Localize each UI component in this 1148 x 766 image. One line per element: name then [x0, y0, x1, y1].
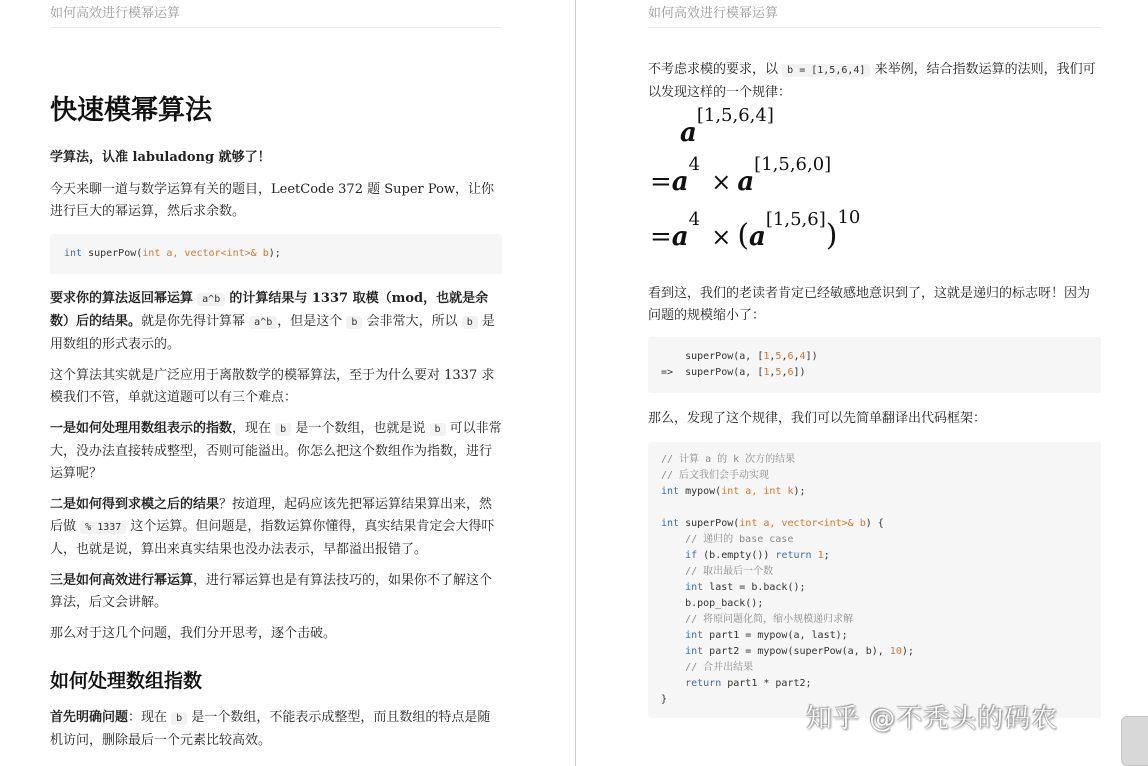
watermark: 知乎 @不秃头的码农	[806, 704, 1059, 734]
code-block-recursion: superPow(a, [1,5,6,4]) => superPow(a, [1,5,6])	[648, 337, 1101, 393]
corner-scroll-button[interactable]	[1121, 716, 1148, 766]
tagline: 学算法，认准 labuladong 就够了！	[50, 150, 271, 165]
intro-paragraph: 今天来聊一道与数学运算有关的题目，LeetCode 372 题 Super Pow，让你进行巨大的幂运算，然后求余数。	[50, 182, 495, 219]
divide-conquer-paragraph: 那么对于这几个问题，我们分开思考，逐个击破。	[50, 626, 337, 641]
difficulty-two: 二是如何得到求模之后的结果？按道理，起码应该先把幂运算结果算出来，然后做 % 1337 这个运算。但问题是，指数运算你懂得，真实结果肯定会大得吓人，也就是说，算出来真实结果也没办法表示，早都溢出报错了。	[50, 497, 495, 557]
problem-paragraph: 要求你的算法返回幂运算 a^b 的计算结果与 1337 取模（mod，也就是余数）后的结果。就是你先得计算幂 a^b ，但是这个 b 会非常大，所以 b 是用数组的形式表示的。	[50, 291, 495, 352]
right-page	[577, 0, 1148, 766]
difficulty-intro: 这个算法其实就是广泛应用于离散数学的模幂算法，至于为什么要对 1337 求模我们不管，单就这道题可以有三个难点：	[50, 368, 495, 405]
math-line-3: $=a^4 \times (a[1,5,6])^{10}$	[650, 206, 861, 253]
section-heading: 如何处理数组指数	[50, 670, 203, 692]
page-divider	[575, 0, 576, 766]
article-title: 快速模幂算法	[50, 95, 212, 126]
running-header: 如何高效进行模幂运算	[648, 2, 1101, 28]
code-block-signature: int superPow(int a, vector<int>& b);	[50, 234, 502, 274]
array-exponent-paragraph: 首先明确问题：现在 b 是一个数组，不能表示成整型，而且数组的特点是随机访问，删除最后一个元素比较高效。	[50, 710, 491, 748]
math-line-2: $=a^4 \times a[1,5,6,0]$	[650, 153, 832, 197]
difficulty-three: 三是如何高效进行幂运算，进行幂运算也是有算法技巧的，如果你不了解这个算法，后文会讲解。	[50, 573, 493, 610]
running-header: 如何高效进行模幂运算	[50, 2, 502, 28]
example-paragraph: 不考虑求模的要求，以 b = [1,5,6,4] 来举例，结合指数运算的法则，我们可以发现这样的一个规律：	[648, 62, 1096, 100]
math-line-1: a[1,5,6,4]	[680, 104, 774, 148]
framework-paragraph: 那么，发现了这个规律，我们可以先简单翻译出代码框架：	[648, 411, 987, 426]
recursion-paragraph: 看到这，我们的老读者肯定已经敏感地意识到了，这就是递归的标志呀！因为问题的规模缩小了：	[648, 286, 1091, 323]
difficulty-one: 一是如何处理用数组表示的指数，现在 b 是一个数组，也就是说 b 可以非常大，没办法直接转成整型，否则可能溢出。你怎么把这个数组作为指数，进行运算呢？	[50, 421, 502, 481]
code-block-framework: // 计算 a 的 k 次方的结果 // 后文我们会手动实现 int mypow(int a, int k); int superPow(int a, vector<int>& b) { // 递归的 base case if (b.empty()) return 1; // 取出最后一个数 int last = b.back(); b.pop_back(); // 将原问题化简，缩小规模递归求解 int part1 = mypow(a, last); int part2 = mypow(superPow(a, b), 10); // 合并出结果 return part1 * part2; }	[648, 442, 1101, 718]
